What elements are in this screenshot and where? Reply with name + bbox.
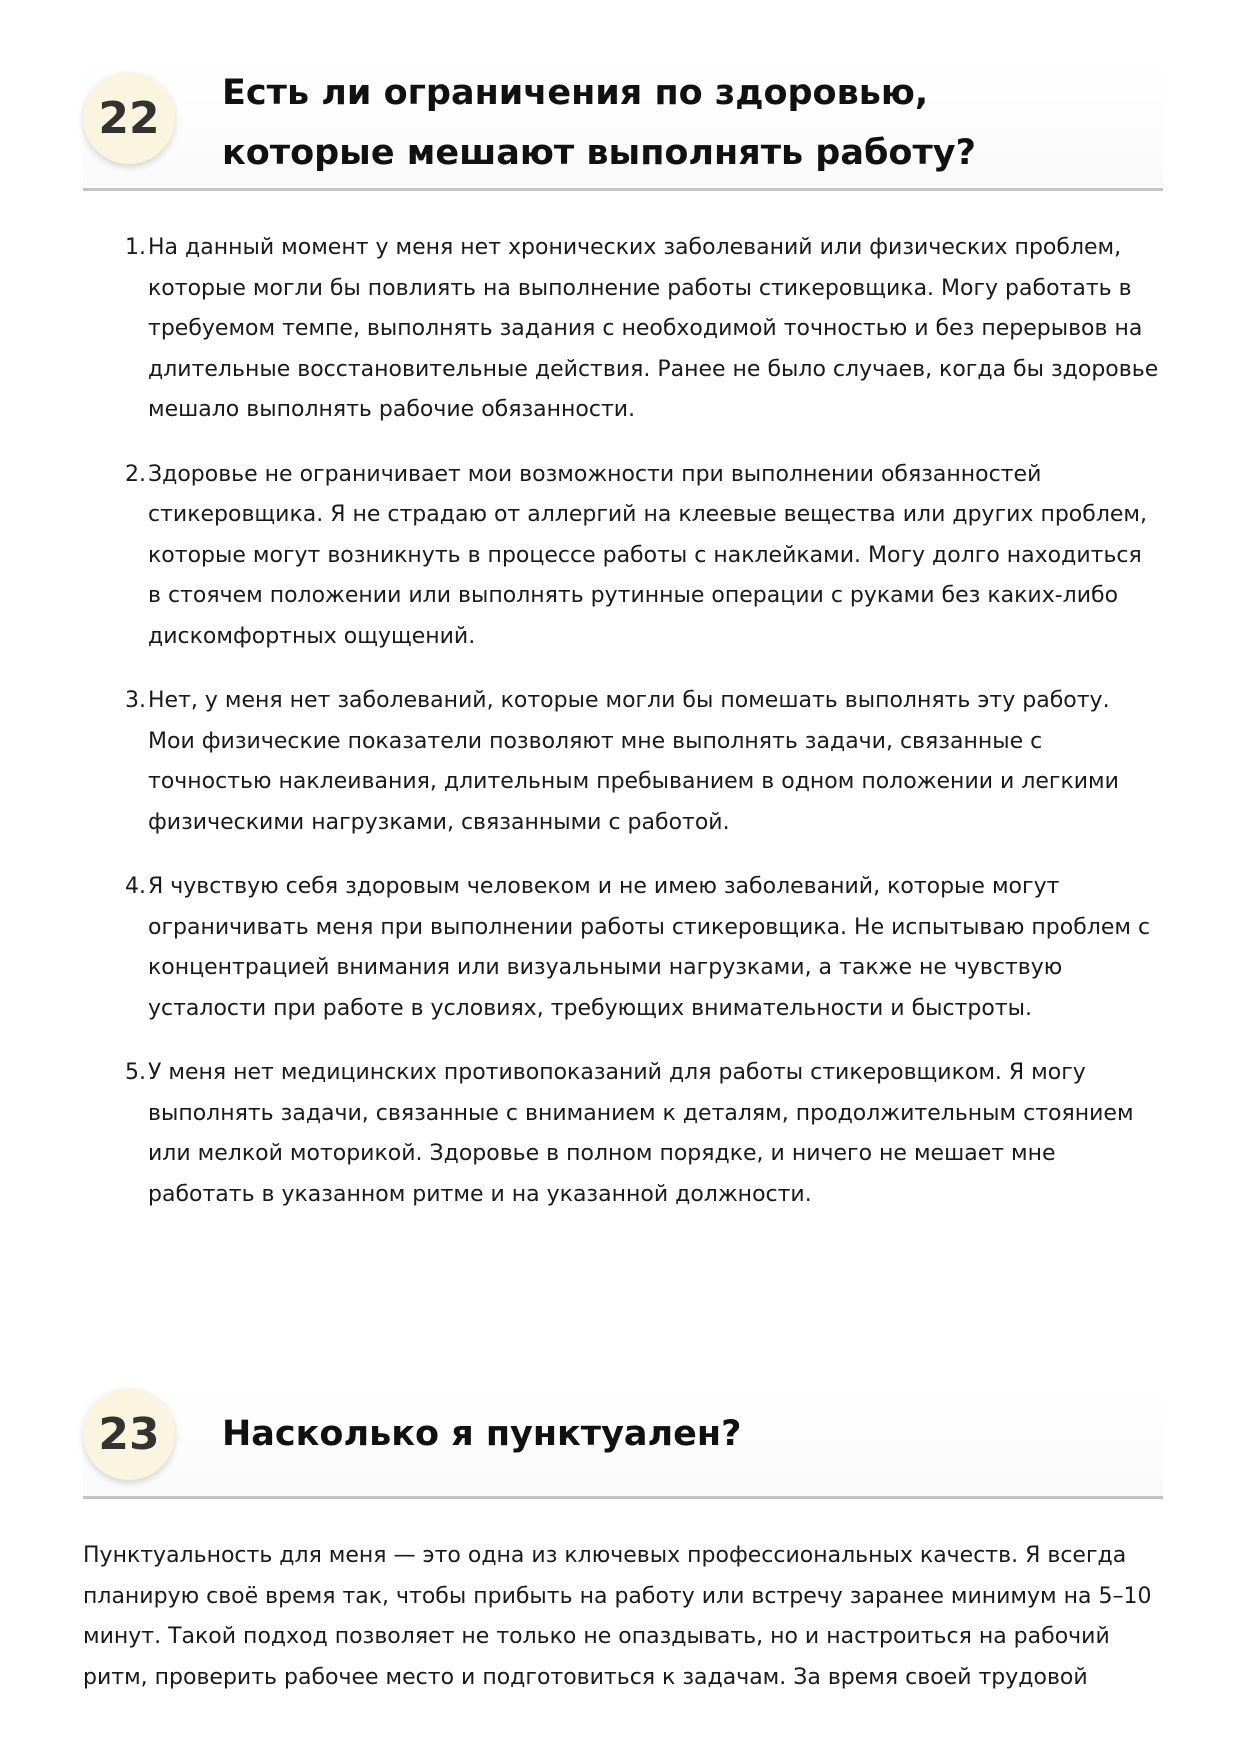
section-23-header bbox=[83, 1388, 1163, 1499]
answers-list bbox=[100, 228, 1160, 1239]
list-item-text: Здоровье не ограничивает мои возможности при выполнении обязанностей стикеровщика. Я не страдаю от аллергий на клеевые вещества или других проблем, которые могут возникнуть в процессе работы с наклейками. Могу долго находиться в стоячем положении или выполнять рутинные операции с руками без каких-либо дискомфортных ощущений. bbox=[148, 461, 1148, 649]
question-number-badge bbox=[83, 1388, 175, 1480]
list-item bbox=[100, 455, 1160, 658]
question-number: 23 bbox=[98, 1408, 160, 1460]
list-item bbox=[100, 228, 1160, 431]
list-item-number: 4. bbox=[125, 874, 146, 899]
section-22-title: Есть ли ограничения по здоровью, которые мешают выполнять работу? bbox=[222, 73, 976, 173]
question-number: 22 bbox=[98, 92, 160, 144]
list-item bbox=[100, 1053, 1160, 1215]
section-23-title: Насколько я пунктуален? bbox=[222, 1414, 742, 1454]
list-item bbox=[100, 681, 1160, 843]
list-item-number: 2. bbox=[125, 461, 146, 487]
list-item-text: Я чувствую себя здоровым человеком и не имею заболеваний, которые могут ограничивать меня при выполнении работы стикеровщика. Не испытываю проблем с концентрацией внимания или визуальными нагрузками, а также не чувствую усталости при работе в условиях, требующих внимательности и быстроты. bbox=[148, 874, 1151, 1021]
list-item-text: На данный момент у меня нет хронических заболеваний или физических проблем, которые могли бы повлиять на выполнение работы стикеровщика. Могу работать в требуемом темпе, выполнять задания с необходимой точностью и без перерывов на длительные восстановительные действия. Ранее не было случаев, когда бы здоровье мешало выполнять рабочие обязанности. bbox=[148, 235, 1159, 422]
question-number-badge bbox=[83, 72, 175, 164]
list-item-number: 5. bbox=[125, 1060, 146, 1085]
list-item-text: У меня нет медицинских противопоказаний для работы стикеровщиком. Я могу выполнять задачи, связанные с вниманием к деталям, продолжительным стоянием или мелкой моторикой. Здоровье в полном порядке, и ничего не мешает мне работать в указанном ритме и на указанной должности. bbox=[148, 1060, 1134, 1207]
section-23-paragraph: Пунктуальность для меня — это одна из ключевых профессиональных качеств. Я всегда планирую своё время так, чтобы прибыть на работу или встречу заранее минимум на 5–10 минут. Такой подход позволяет не только не опаздывать, но и настроиться на рабочий ритм, проверить рабочее место и подготовиться к задачам. За время своей трудовой bbox=[83, 1543, 1152, 1690]
list-item-text: Нет, у меня нет заболеваний, которые могли бы помешать выполнять эту работу. Мои физические показатели позволяют мне выполнять задачи, связанные с точностью наклеивания, длительным пребыванием в одном положении и легкими физическими нагрузками, связанными с работой. bbox=[148, 688, 1119, 835]
list-item-number: 3. bbox=[125, 688, 146, 713]
list-item-number: 1. bbox=[125, 235, 146, 260]
list-item bbox=[100, 867, 1160, 1029]
section-22-header bbox=[83, 60, 1163, 191]
